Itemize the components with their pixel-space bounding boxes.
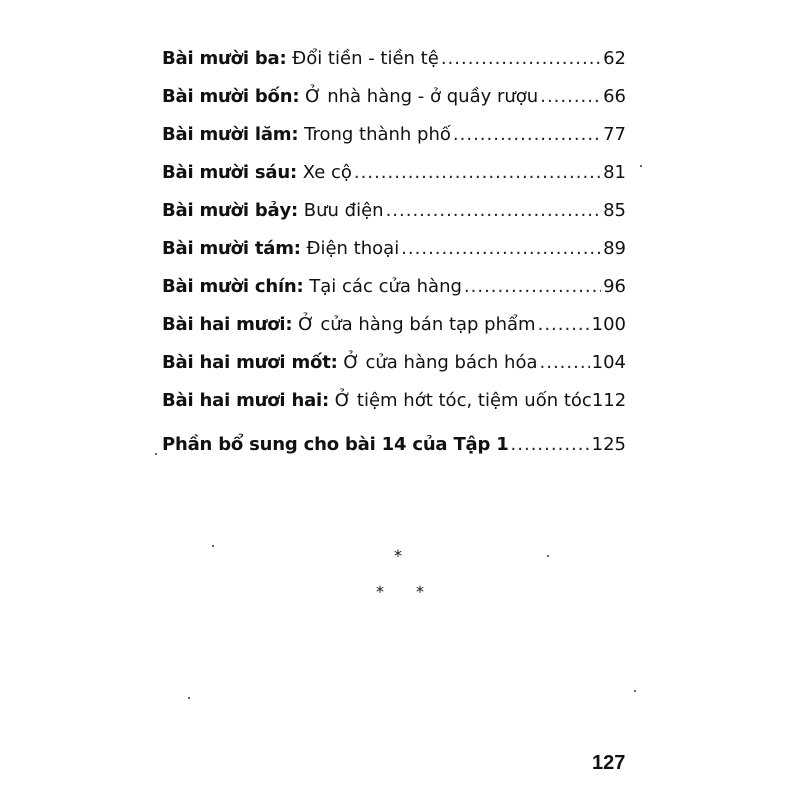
lesson-number: Bài mười lăm:	[162, 124, 299, 145]
lesson-number: Bài mười chín:	[162, 276, 304, 297]
dot-leader	[401, 230, 601, 268]
lesson-number: Bài mười sáu:	[162, 162, 297, 183]
dot-leader	[540, 344, 590, 382]
page-ref: 66	[603, 86, 626, 107]
table-of-contents	[162, 40, 626, 464]
page-ref: 89	[603, 238, 626, 259]
page-ref: 85	[603, 200, 626, 221]
scan-speck	[212, 545, 214, 547]
lesson-number: Bài mười tám:	[162, 238, 301, 259]
scan-speck	[188, 697, 190, 699]
page-ref: 96	[603, 276, 626, 297]
lesson-number: Bài mười bốn:	[162, 86, 300, 107]
toc-entry	[162, 154, 626, 192]
lesson-title: Ở cửa hàng bán tạp phẩm	[298, 314, 536, 335]
lesson-title: Trong thành phố	[304, 124, 451, 145]
toc-entry	[162, 344, 626, 382]
toc-entry	[162, 230, 626, 268]
page-ref: 125	[591, 434, 626, 455]
page-ref: 112	[591, 390, 627, 411]
page-ref: 104	[591, 352, 626, 373]
toc-entry	[162, 78, 626, 116]
toc-entry	[162, 268, 626, 306]
dot-leader	[386, 192, 602, 230]
lesson-title: Điện thoại	[306, 238, 400, 259]
star-glyph: *	[394, 546, 402, 565]
toc-entry	[162, 116, 626, 154]
lesson-title: Ở cửa hàng bách hóa	[343, 352, 538, 373]
scan-speck	[640, 165, 642, 167]
toc-entry	[162, 40, 626, 78]
star-glyph: *	[416, 582, 424, 601]
supplement-title: Phần bổ sung cho bài 14 của Tập 1	[162, 434, 509, 455]
lesson-title: Ở tiệm hớt tóc, tiệm uốn tóc	[334, 390, 592, 411]
scan-speck	[547, 555, 549, 557]
lesson-number: Bài mười bảy:	[162, 200, 299, 221]
toc-entry	[162, 192, 626, 230]
page-ref: 100	[591, 314, 626, 335]
dot-leader	[453, 116, 601, 154]
toc-supplement-entry	[162, 426, 626, 464]
lesson-number: Bài hai mươi mốt:	[162, 352, 338, 373]
page-ref: 81	[603, 162, 626, 183]
star-glyph: *	[376, 582, 384, 601]
dot-leader	[538, 306, 590, 344]
dot-leader	[540, 78, 601, 116]
asterism-bottom	[0, 582, 800, 601]
lesson-title: Tại các cửa hàng	[309, 276, 462, 297]
lesson-title: Ở nhà hàng - ở quầy rượu	[305, 86, 539, 107]
lesson-number: Bài hai mươi:	[162, 314, 293, 335]
scan-speck	[634, 690, 636, 692]
lesson-number: Bài mười ba:	[162, 48, 287, 69]
toc-entry	[162, 306, 626, 344]
dot-leader	[441, 40, 601, 78]
dot-leader	[464, 268, 601, 306]
lesson-number: Bài hai mươi hai:	[162, 390, 330, 411]
scan-speck	[155, 453, 157, 455]
page-ref: 62	[603, 48, 626, 69]
page-number: 127	[592, 752, 626, 774]
toc-entry	[162, 382, 626, 420]
asterism-top	[0, 546, 798, 565]
lesson-title: Bưu điện	[303, 200, 384, 221]
dot-leader	[511, 426, 590, 464]
dot-leader	[354, 154, 601, 192]
lesson-title: Xe cộ	[302, 162, 352, 183]
lesson-title: Đổi tiền - tiền tệ	[292, 48, 439, 69]
page-ref: 77	[603, 124, 626, 145]
